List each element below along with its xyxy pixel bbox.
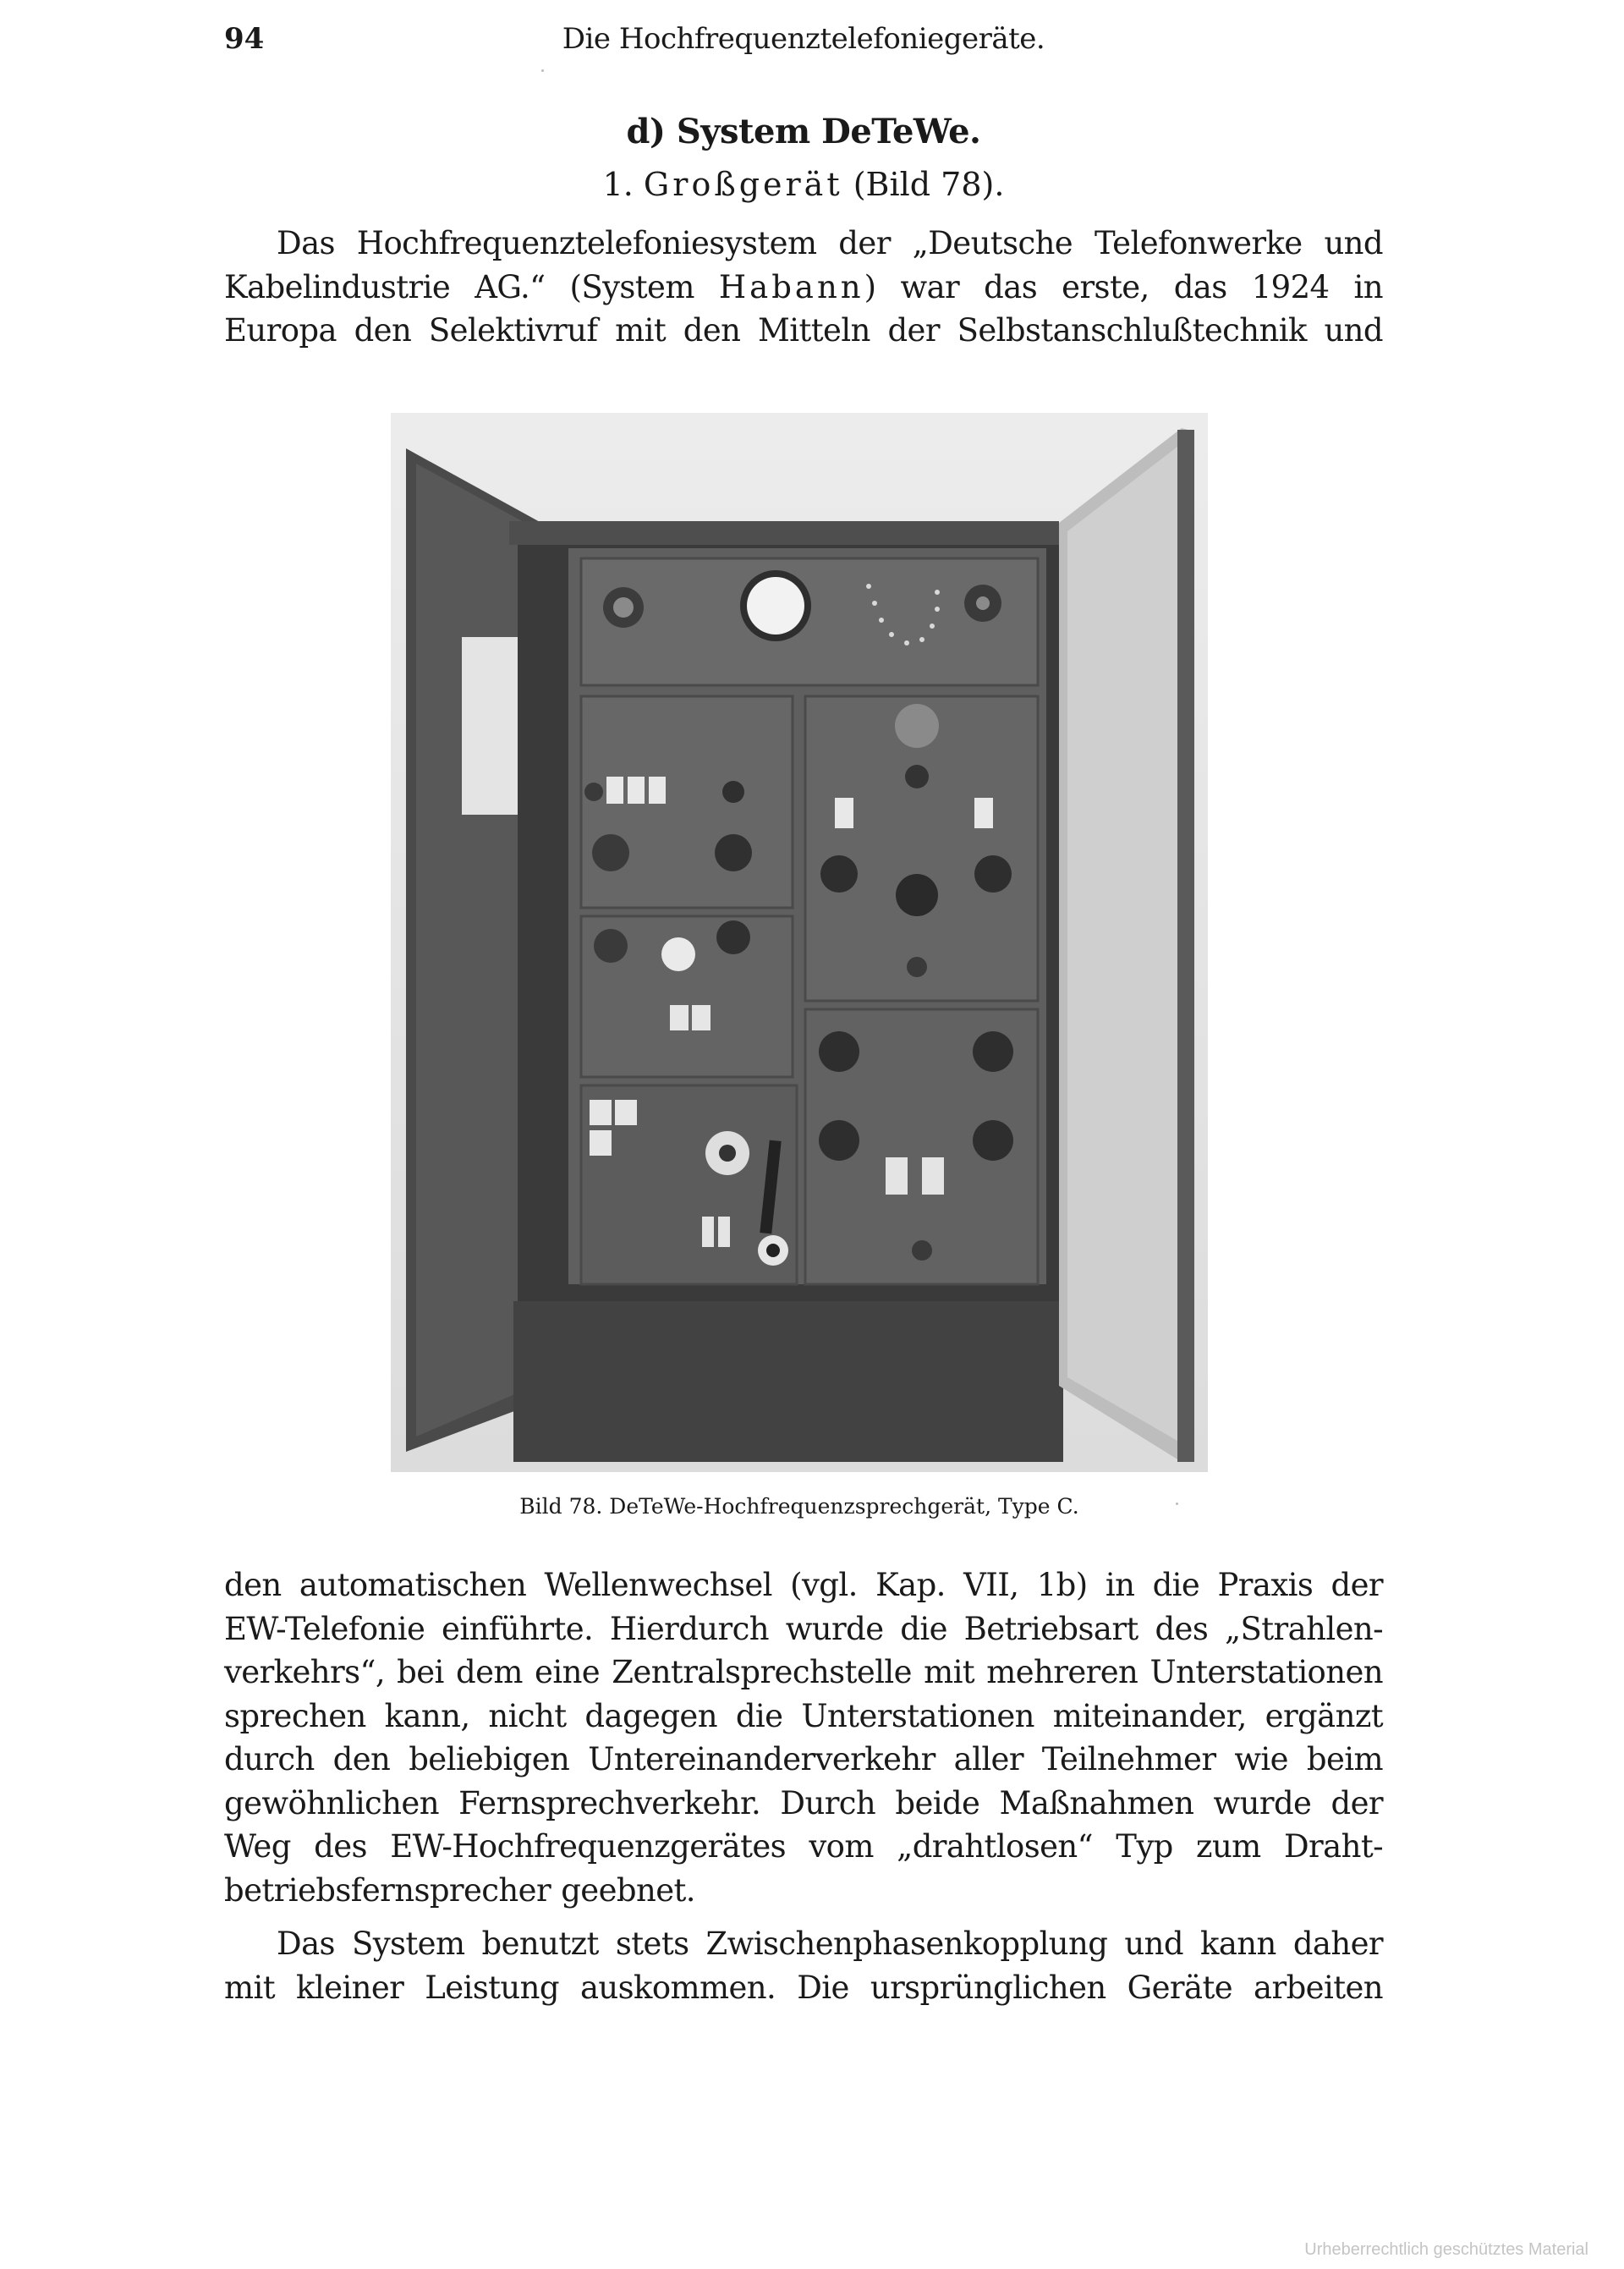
running-head-title: Die Hochfrequenztelefoniegeräte. — [562, 22, 1045, 56]
text-line: gewöhnlichen Fernsprechverkehr. Durch beide Maßnahmen wurde der — [224, 1784, 1383, 1821]
text-line: mit kleiner Leistung auskommen. Die ursprünglichen Geräte arbeiten — [224, 1969, 1383, 2006]
text-line-content: Kabelindustrie AG.“ (System — [224, 268, 719, 305]
cabinet-photo-illustration — [391, 413, 1208, 1472]
copyright-watermark: Urheberrechtlich geschütztes Material — [1304, 2240, 1588, 2259]
subsection-reference: (Bild 78). — [842, 166, 1005, 203]
figure-caption: Bild 78. DeTeWe-Hochfrequenzsprechgerät, Type C. — [519, 1494, 1079, 1519]
subsection-title — [224, 166, 1383, 203]
paragraph-body — [224, 1563, 1383, 1912]
subsection-number: 1. — [602, 166, 644, 203]
text-line: durch den beliebigen Untereinanderverkehr aller Teilnehmer wie beim — [224, 1741, 1383, 1777]
text-line-content: Europa den Selektivruf mit den Mitteln der Selbstanschlußtechnik und — [224, 312, 1383, 349]
page-number: 94 — [224, 22, 265, 56]
scan-speck — [541, 69, 544, 72]
text-line — [224, 222, 1383, 266]
paragraph-system — [224, 1922, 1383, 2009]
text-line-content: Das Hochfrequenztelefoniesystem der „Deutsche Telefonwerke und — [277, 225, 1383, 261]
section-title: d) System DeTeWe. — [626, 112, 981, 151]
text-line-content: ) war das erste, das 1924 in — [864, 268, 1383, 305]
paragraph-intro — [224, 222, 1383, 353]
running-head — [224, 22, 1383, 64]
figure-photo — [391, 413, 1208, 1472]
text-line: den automatischen Wellenwechsel (vgl. Kap. VII, 1b) in die Praxis der — [224, 1567, 1383, 1603]
text-line: EW-Telefonie einführte. Hierdurch wurde die Betriebsart des „Strahlen- — [224, 1610, 1383, 1647]
text-line: betriebsfernsprecher geebnet. — [224, 1871, 695, 1909]
text-line — [224, 1922, 1383, 1966]
text-line-content: Das System benutzt stets Zwischenphasenkopplung und kann daher — [277, 1926, 1383, 1962]
text-line: verkehrs“, bei dem eine Zentralsprechstelle mit mehreren Unterstationen — [224, 1654, 1383, 1690]
subsection-name: Großgerät — [643, 166, 843, 203]
text-line: sprechen kann, nicht dagegen die Unterstationen miteinander, ergänzt — [224, 1697, 1383, 1734]
text-line — [224, 266, 1383, 310]
text-line — [224, 309, 1383, 353]
text-line: Weg des EW-Hochfrequenzgerätes vom „drahtlosen“ Typ zum Draht- — [224, 1828, 1383, 1865]
spaced-name: Habann — [718, 268, 864, 305]
